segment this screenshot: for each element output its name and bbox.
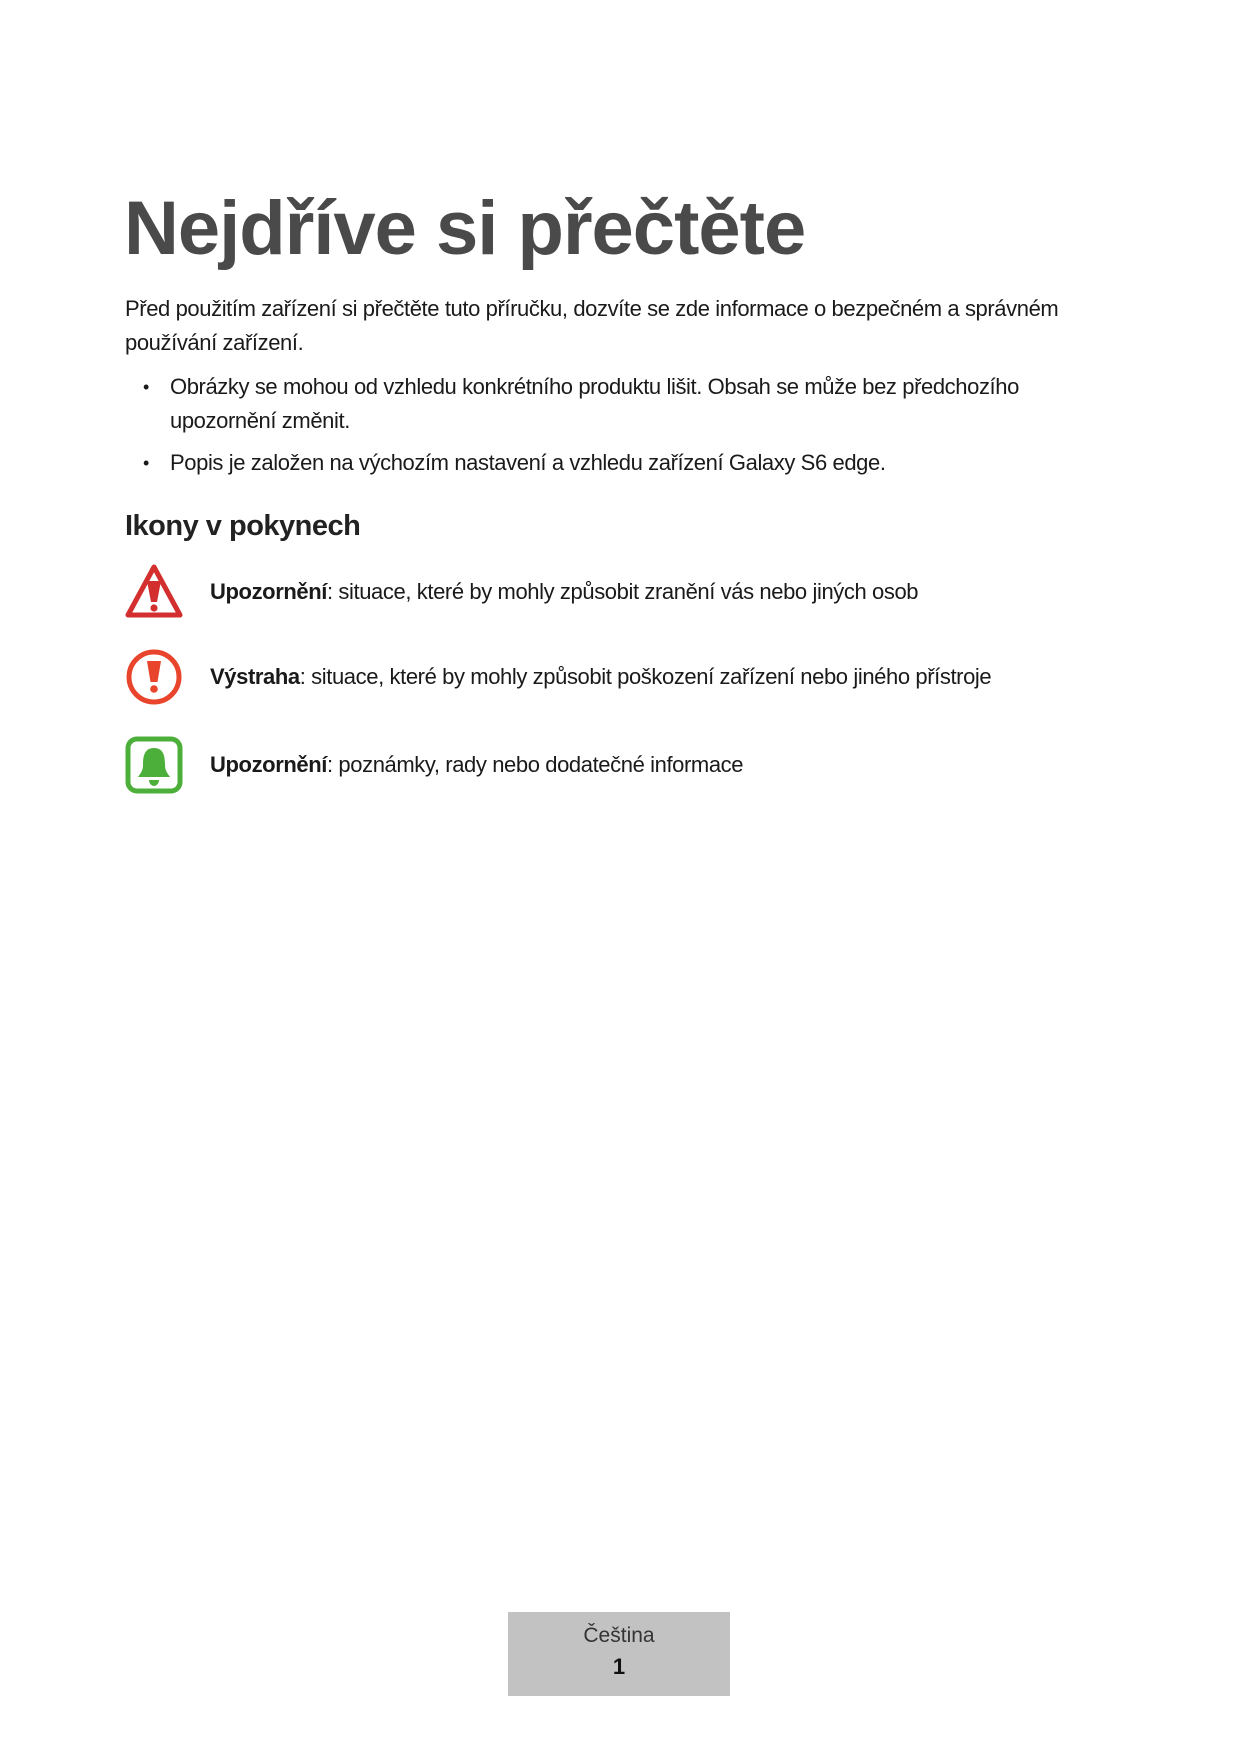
icon-term: Výstraha — [210, 664, 300, 689]
notes-list — [125, 370, 1125, 488]
icon-term: Upozornění — [210, 579, 327, 604]
bullet-icon: • — [143, 453, 149, 473]
page-number: 1 — [612, 1654, 626, 1679]
list-item-text: Popis je založen na výchozím nastavení a vzhledu zařízení Galaxy S6 edge. — [170, 450, 886, 475]
page-footer — [508, 1612, 730, 1696]
icon-legend-notice — [124, 735, 1174, 795]
notice-bell-icon — [124, 735, 184, 795]
bullet-icon: • — [143, 377, 149, 397]
icon-text: : situace, které by mohly způsobit poškození zařízení nebo jiného přístroje — [299, 664, 992, 689]
footer-language: Čeština — [583, 1624, 655, 1647]
icon-description — [210, 576, 918, 608]
icon-legend-warning — [124, 562, 1174, 622]
icon-text: : situace, které by mohly způsobit zranění vás nebo jiných osob — [327, 579, 919, 604]
list-item — [125, 370, 1125, 438]
icon-description — [210, 661, 991, 693]
intro-paragraph: Před použitím zařízení si přečtěte tuto příručku, dozvíte se zde informace o bezpečném a správném používání zařízení. — [125, 296, 1059, 355]
list-item — [125, 446, 1125, 480]
page-title: Nejdříve si přečtěte — [124, 186, 806, 271]
section-heading: Ikony v pokynech — [125, 510, 361, 542]
list-item-text: Obrázky se mohou od vzhledu konkrétního produktu lišit. Obsah se může bez předchozího upozornění změnit. — [170, 374, 1019, 433]
icon-legend-caution — [124, 647, 1174, 707]
icon-text: : poznámky, rady nebo dodatečné informace — [327, 752, 744, 777]
icon-term: Upozornění — [210, 752, 327, 777]
warning-triangle-icon — [124, 562, 184, 622]
icon-description — [210, 749, 743, 781]
caution-circle-icon — [124, 647, 184, 707]
